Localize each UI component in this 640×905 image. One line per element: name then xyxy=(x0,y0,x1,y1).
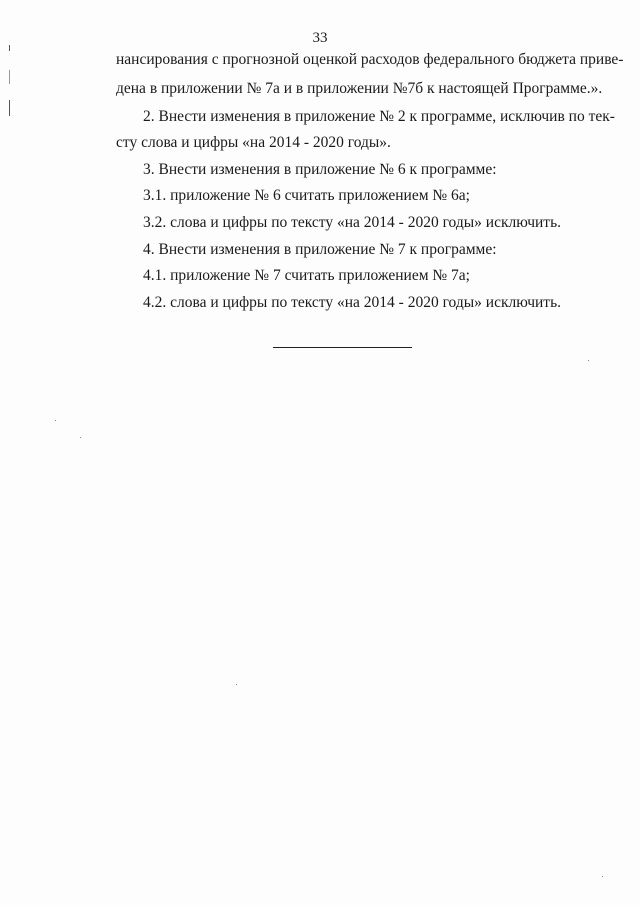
paragraph-2-line-2: сту слова и цифры «на 2014 - 2020 годы». xyxy=(116,134,391,151)
scan-mark xyxy=(9,70,10,84)
scan-mark xyxy=(9,45,10,51)
page-number: 33 xyxy=(312,30,328,46)
paragraph-2-line-1: 2. Внести изменения в приложение № 2 к программе, исключив по тек- xyxy=(143,108,615,125)
scan-speck xyxy=(602,876,603,877)
paragraph-3-2: 3.2. слова и цифры по тексту «на 2014 - 2020 годы» исключить. xyxy=(143,214,562,231)
paragraph-4-2: 4.2. слова и цифры по тексту «на 2014 - 2020 годы» исключить. xyxy=(143,294,562,311)
scan-speck xyxy=(236,684,237,685)
separator-line xyxy=(273,347,412,348)
scan-speck xyxy=(55,420,56,421)
paragraph-4-1: 4.1. приложение № 7 считать приложением № 7а; xyxy=(143,267,470,284)
scan-speck xyxy=(80,437,81,438)
paragraph-3: 3. Внести изменения в приложение № 6 к программе: xyxy=(143,161,497,178)
paragraph-3-1: 3.1. приложение № 6 считать приложением № 6а; xyxy=(143,187,470,204)
text-line-2: дена в приложении № 7а и в приложении №7б к настоящей Программе.». xyxy=(116,80,603,97)
paragraph-4: 4. Внести изменения в приложение № 7 к программе: xyxy=(143,241,497,258)
text-line-1: нансирования с прогнозной оценкой расходов федерального бюджета приве- xyxy=(116,51,624,68)
scan-speck xyxy=(588,360,589,361)
scan-mark xyxy=(9,100,10,116)
